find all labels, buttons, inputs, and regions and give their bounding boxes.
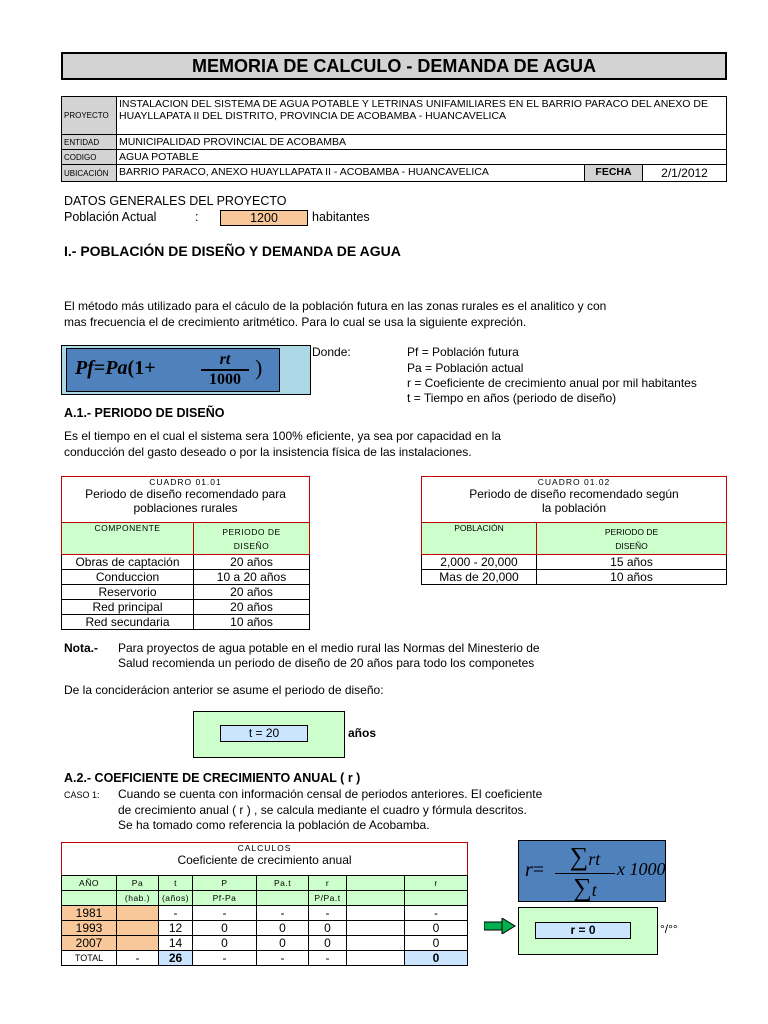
- formula-plus: +: [144, 357, 156, 379]
- def-sym: r: [407, 376, 411, 390]
- codigo-value: AGUA POTABLE: [117, 150, 727, 165]
- ubicacion-value: BARRIO PARACO, ANEXO HUAYLLAPATA II - ACOBAMBA - HUANCAVELICA: [117, 165, 585, 182]
- a1-heading: A.1.- PERIODO DE DISEÑO: [64, 406, 225, 420]
- def-pf: [407, 345, 519, 359]
- cell: -: [193, 906, 257, 921]
- cell: 10 a 20 años: [194, 570, 310, 585]
- cell: -: [117, 951, 159, 966]
- cell: Conduccion: [62, 570, 194, 585]
- poblacion-unit: habitantes: [312, 210, 370, 224]
- cell: 26: [159, 951, 193, 966]
- a2-line3: Se ha tomado como referencia la población de Acobamba.: [118, 818, 430, 832]
- cell: TOTAL: [62, 951, 117, 966]
- def-text: = Tiempo en años (periodo de diseño): [413, 391, 617, 405]
- formula-pf: Pf=Pa(1+ $\frac{rt}{1000}$ ): [66, 348, 280, 392]
- calc-subheader: (hab.): [117, 891, 159, 906]
- calc-header: Pa.t: [257, 876, 309, 891]
- cuadro2-col2a: PERIODO DE: [604, 526, 659, 537]
- formula-pa: Pa: [105, 357, 128, 379]
- datos-heading: DATOS GENERALES DEL PROYECTO: [64, 194, 287, 208]
- cell: 20 años: [194, 555, 310, 570]
- poblacion-value[interactable]: 1200: [220, 210, 308, 226]
- calculos-title-text: Coeficiente de crecimiento anual: [177, 853, 352, 867]
- consideracion-text: De la conciderácion anterior se asume el periodo de diseño:: [64, 683, 384, 697]
- cell: 10 años: [194, 615, 310, 630]
- def-sym: Pf: [407, 345, 419, 359]
- cuadro2-code: CUADRO 01.02: [537, 477, 611, 487]
- a1-para2: conducción del gasto deseado o por la insistencia física de las instalaciones.: [64, 445, 472, 459]
- cell: Red secundaria: [62, 615, 194, 630]
- cuadro1-col1: COMPONENTE: [62, 523, 194, 555]
- cell: -: [309, 906, 347, 921]
- calc-subheader: (años): [159, 891, 193, 906]
- def-sym: Pa: [407, 361, 422, 375]
- a2-line1: Cuando se cuenta con información censal de periodos anteriores. El coeficiente: [118, 787, 543, 801]
- page-title: MEMORIA DE CALCULO - DEMANDA DE AGUA: [61, 52, 727, 80]
- calc-subheader: [62, 891, 117, 906]
- periodo-value[interactable]: t = 20: [220, 725, 308, 742]
- cell: [347, 906, 405, 921]
- calc-header: Pa: [117, 876, 159, 891]
- entidad-value: MUNICIPALIDAD PROVINCIAL DE ACOBAMBA: [117, 135, 727, 150]
- formula-num: rt: [201, 351, 249, 371]
- calc-subheader: Pf-Pa: [193, 891, 257, 906]
- cell: 0: [193, 936, 257, 951]
- def-text: = Coeficiente de crecimiento anual por mil habitantes: [414, 376, 697, 390]
- cuadro2-col2: [537, 523, 727, 555]
- proyecto-label: PROYECTO: [62, 97, 117, 135]
- codigo-label: CODIGO: [62, 150, 117, 165]
- nota-label: Nota.-: [64, 641, 98, 655]
- cell: -: [159, 906, 193, 921]
- calc-subheader: P/Pa.t: [309, 891, 347, 906]
- a1-para1: Es el tiempo en el cual el sistema sera 100% eficiente, ya sea por capacidad en la: [64, 429, 501, 443]
- rf-den: t: [591, 880, 597, 900]
- calc-header: [347, 876, 405, 891]
- cuadro2-title1: Periodo de diseño recomendado según: [469, 487, 679, 501]
- table-row: [62, 570, 310, 585]
- project-info-table: [61, 96, 727, 182]
- table-row: [422, 555, 727, 570]
- cuadro1-table: [61, 522, 310, 630]
- calc-subheader: [347, 891, 405, 906]
- table-row: [62, 585, 310, 600]
- arrow-right-icon: [484, 918, 516, 934]
- cell: 2007: [62, 936, 117, 951]
- a2-heading: A.2.- COEFICIENTE DE CRECIMIENTO ANUAL ( r ): [64, 771, 361, 785]
- cell: Red principal: [62, 600, 194, 615]
- entidad-label: ENTIDAD: [62, 135, 117, 150]
- cell: 0: [309, 936, 347, 951]
- cell: 10 años: [537, 570, 727, 585]
- cuadro1-col2: [194, 523, 310, 555]
- def-r: [407, 376, 729, 390]
- donde-label: Donde:: [312, 345, 351, 359]
- ubicacion-label: UBICACIÓN: [62, 165, 117, 182]
- periodo-unit: años: [348, 726, 377, 740]
- cell[interactable]: [117, 936, 159, 951]
- calc-subheader: [405, 891, 468, 906]
- calculos-title: [61, 842, 468, 875]
- calc-header: P: [193, 876, 257, 891]
- table-row: [62, 600, 310, 615]
- cell: 2,000 - 20,000: [422, 555, 537, 570]
- cuadro2-col2b: DISEÑO: [615, 540, 648, 551]
- fecha-value: 2/1/2012: [643, 165, 727, 182]
- cell: 0: [405, 936, 468, 951]
- r-result-value: r = 0: [535, 922, 631, 939]
- cell: 0: [257, 921, 309, 936]
- cell: -: [257, 906, 309, 921]
- r-formula: r= ∑rt ∑t x 1000: [518, 840, 666, 902]
- rf-times: x 1000: [617, 859, 666, 879]
- total-row: [62, 951, 468, 966]
- cell: 1993: [62, 921, 117, 936]
- cell: 1981: [62, 906, 117, 921]
- formula-den: 1000: [209, 371, 241, 388]
- cell: 0: [405, 951, 468, 966]
- cell: 0: [405, 921, 468, 936]
- def-sym: t: [407, 391, 411, 405]
- cell: 0: [257, 936, 309, 951]
- formula-eq: =: [93, 357, 106, 379]
- table-row: [62, 615, 310, 630]
- cell: 14: [159, 936, 193, 951]
- proyecto-value: INSTALACION DEL SISTEMA DE AGUA POTABLE Y LETRINAS UNIFAMILIARES EN EL BARRIO PARACO DEL ANEXO DE HUAYLLAPATA II DEL DISTRITO, PROVINCIA DE ACOBAMBA - HUANCAVELICA: [117, 97, 727, 135]
- def-text: = Población futura: [421, 345, 519, 359]
- table-row: [62, 936, 468, 951]
- cell: -: [405, 906, 468, 921]
- cuadro1-title1: Periodo de diseño recomendado para: [85, 487, 286, 501]
- calc-header: r: [309, 876, 347, 891]
- cell: -: [309, 951, 347, 966]
- section1-heading: I.- POBLACIÓN DE DISEÑO Y DEMANDA DE AGUA: [64, 243, 401, 259]
- cell: 0: [309, 921, 347, 936]
- rf-eq: =: [532, 859, 545, 881]
- table-row: [62, 555, 310, 570]
- cell: Reservorio: [62, 585, 194, 600]
- cell: 0: [193, 921, 257, 936]
- def-t: [407, 391, 616, 405]
- cell[interactable]: [117, 906, 159, 921]
- cell: [347, 921, 405, 936]
- cell: [347, 936, 405, 951]
- def-pa: [407, 361, 523, 375]
- cell: -: [193, 951, 257, 966]
- def-text: = Población actual: [425, 361, 524, 375]
- cuadro2-table: [421, 522, 727, 585]
- a2-line2: de crecimiento anual ( r ) , se calcula mediante el cuadro y fórmula descritos.: [118, 803, 527, 817]
- calculos-table: [61, 875, 468, 966]
- calc-header: AÑO: [62, 876, 117, 891]
- poblacion-label: Población Actual: [64, 210, 157, 224]
- fecha-label: FECHA: [585, 165, 643, 182]
- cell: [347, 951, 405, 966]
- r-result-unit: °/°°: [660, 922, 678, 936]
- cell: 20 años: [194, 600, 310, 615]
- formula-one: 1: [134, 357, 145, 379]
- table-row: [422, 570, 727, 585]
- calc-header: t: [159, 876, 193, 891]
- cell: Obras de captación: [62, 555, 194, 570]
- cuadro1-title: [61, 476, 310, 522]
- calc-header: r: [405, 876, 468, 891]
- rf-r: r: [525, 859, 533, 881]
- cuadro2-title2: la población: [541, 501, 607, 515]
- section1-para2: mas frecuencia el de crecimiento aritmético. Para lo cual se usa la siguiente expreción.: [64, 315, 527, 329]
- nota-line1: Para proyectos de agua potable en el medio rural las Normas del Minesterio de: [118, 641, 540, 655]
- calc-subheader: [257, 891, 309, 906]
- nota-line2: Salud recomienda un periodo de diseño de 20 años para todo los componetes: [118, 656, 535, 670]
- rf-num: rt: [588, 849, 601, 869]
- cuadro1-title2: poblaciones rurales: [133, 501, 238, 515]
- cuadro2-col1: POBLACIÓN: [422, 523, 537, 555]
- caso-label: CASO 1:: [64, 790, 100, 800]
- section1-para1: El método más utilizado para el cáculo de la población futura en las zonas rurales es el analitico y con: [64, 299, 607, 313]
- calculos-code: CALCULOS: [237, 843, 292, 853]
- cell: 15 años: [537, 555, 727, 570]
- poblacion-colon: :: [195, 210, 199, 224]
- cell[interactable]: [117, 921, 159, 936]
- cell: Mas de 20,000: [422, 570, 537, 585]
- cell: 20 años: [194, 585, 310, 600]
- cuadro2-title: [421, 476, 727, 522]
- table-row: [62, 906, 468, 921]
- cuadro1-col2a: PERIODO DE: [222, 526, 281, 537]
- formula-lhs: Pf: [75, 357, 94, 379]
- cell: -: [257, 951, 309, 966]
- cell: 12: [159, 921, 193, 936]
- table-row: [62, 921, 468, 936]
- cuadro1-code: CUADRO 01.01: [149, 477, 222, 487]
- cuadro1-col2b: DISEÑO: [233, 540, 270, 551]
